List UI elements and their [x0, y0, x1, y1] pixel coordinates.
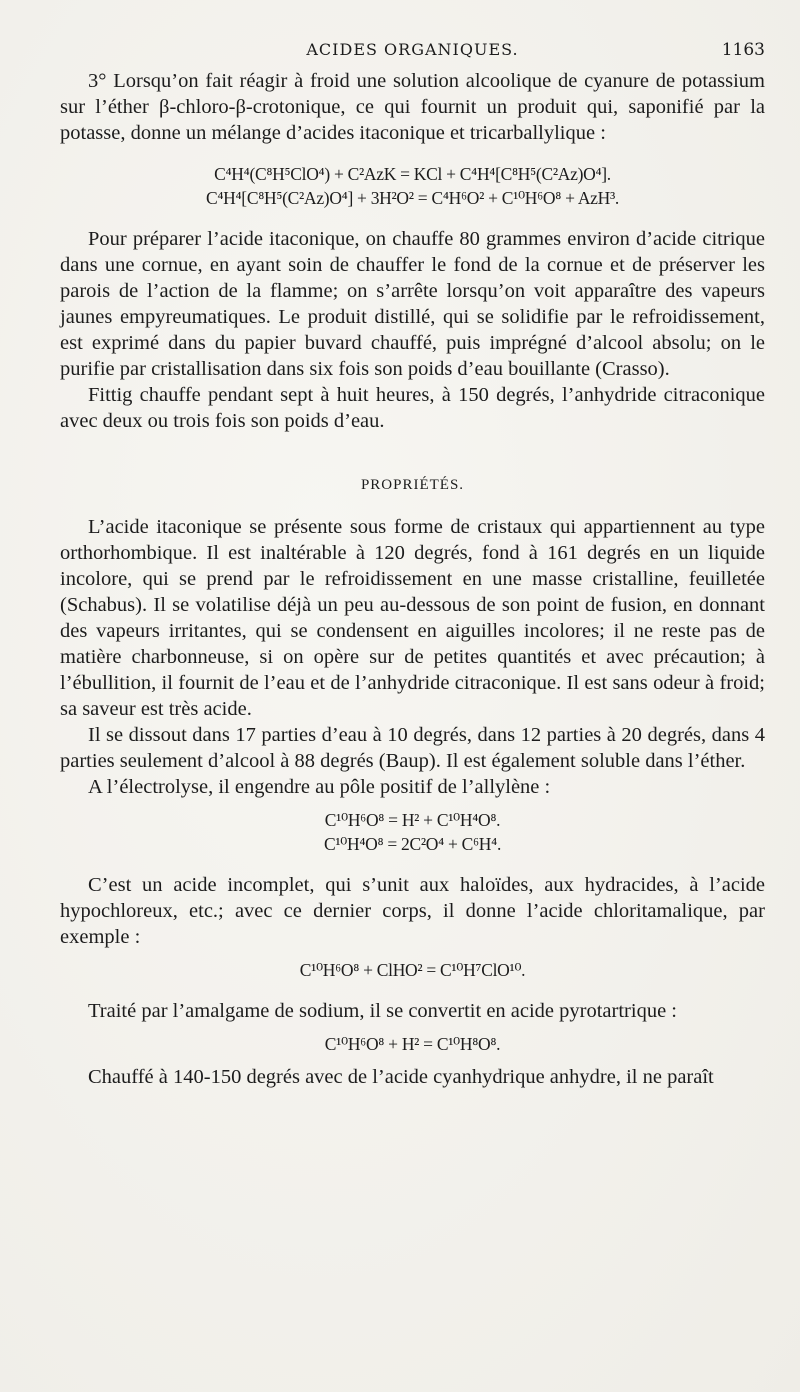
- page-number: 1163: [721, 40, 765, 60]
- equation-1: C⁴H⁴(C⁸H⁵ClO⁴) + C²AzK = KCl + C⁴H⁴[C⁸H⁵(C²Az)O⁴].: [214, 164, 611, 184]
- paragraph-fittig: Fittig chauffe pendant sept à huit heures, à 150 degrés, l’anhydride citraconique avec deux ou trois fois son poids d’eau.: [60, 384, 765, 432]
- page-body: [60, 68, 765, 1090]
- equation-3: C¹⁰H⁶O⁸ = H² + C¹⁰H⁴O⁸.: [324, 810, 501, 830]
- paragraph-solubility: Il se dissout dans 17 parties d’eau à 10 degrés, dans 12 parties à 20 degrés, dans 4 parties seulement d’alcool à 88 degrés (Baup). Il est également soluble dans l’éther.: [60, 724, 765, 772]
- paragraph-electrolysis: A l’électrolyse, il engendre au pôle positif de l’allylène :: [88, 776, 551, 798]
- equation-2: C⁴H⁴[C⁸H⁵(C²Az)O⁴] + 3H²O² = C⁴H⁶O² + C¹⁰H⁶O⁸ + AzH³.: [205, 188, 619, 208]
- paragraph-crystals: L’acide itaconique se présente sous forme de cristaux qui appartiennent au type orthorhombique. Il est inaltérable à 120 degrés, fond à 161 degrés en un liquide incolore, qui se prend par le refroidissement en une masse cristalline, feuilletée (Schabus). Il se volatilise déjà un peu au-dessous de son point de fusion, en donnant des vapeurs irritantes, qui se condensent en aiguilles incolores; il ne reste pas de matière charbonneuse, si on opère sur de petites quantités et avec précaution; à l’ébullition, il fournit de l’eau et de l’anhydride citraconique. Il est sans odeur à froid; sa saveur est très acide.: [60, 516, 765, 720]
- paragraph-preparation: Pour préparer l’acide itaconique, on chauffe 80 grammes environ d’acide citrique dans une cornue, en ayant soin de chauffer le fond de la cornue et de préserver les parois de l’action de la flamme; on s’arrête lorsqu’on voit apparaître des vapeurs jaunes empyreumatiques. Le produit distillé, qui se solidifie par le refroidissement, est exprimé dans du papier buvard chauffé, puis imprégné d’alcool absolu; on le purifie par cristallisation dans six fois son poids d’eau bouillante (Crasso).: [60, 228, 765, 380]
- equation-4: C¹⁰H⁴O⁸ = 2C²O⁴ + C⁶H⁴.: [323, 834, 502, 854]
- equation-6: C¹⁰H⁶O⁸ + H² = C¹⁰H⁸O⁸.: [324, 1034, 501, 1054]
- paragraph-cyanhydric: Chauffé à 140-150 degrés avec de l’acide cyanhydrique anhydre, il ne paraît: [88, 1066, 714, 1088]
- paragraph-method-3: 3° Lorsqu’on fait réagir à froid une solution alcoolique de cyanure de potassium sur l’éther β-chloro-β-crotonique, ce qui fournit un produit qui, saponifié par la potasse, donne un mélange d’acides itaconique et tricarballylique :: [60, 70, 765, 144]
- equation-5: C¹⁰H⁶O⁸ + ClHO² = C¹⁰H⁷ClO¹⁰.: [299, 960, 526, 980]
- section-heading-proprietes: PROPRIÉTÉS.: [360, 477, 465, 493]
- paragraph-incomplete-acid: C’est un acide incomplet, qui s’unit aux haloïdes, aux hydracides, à l’acide hypochloreux, etc.; avec ce dernier corps, il donne l’acide chloritamalique, par exemple :: [60, 874, 765, 948]
- paragraph-sodium-amalgam: Traité par l’amalgame de sodium, il se convertit en acide pyrotartrique :: [88, 1000, 677, 1022]
- running-title: ACIDES ORGANIQUES.: [306, 40, 519, 59]
- running-header: [60, 40, 765, 66]
